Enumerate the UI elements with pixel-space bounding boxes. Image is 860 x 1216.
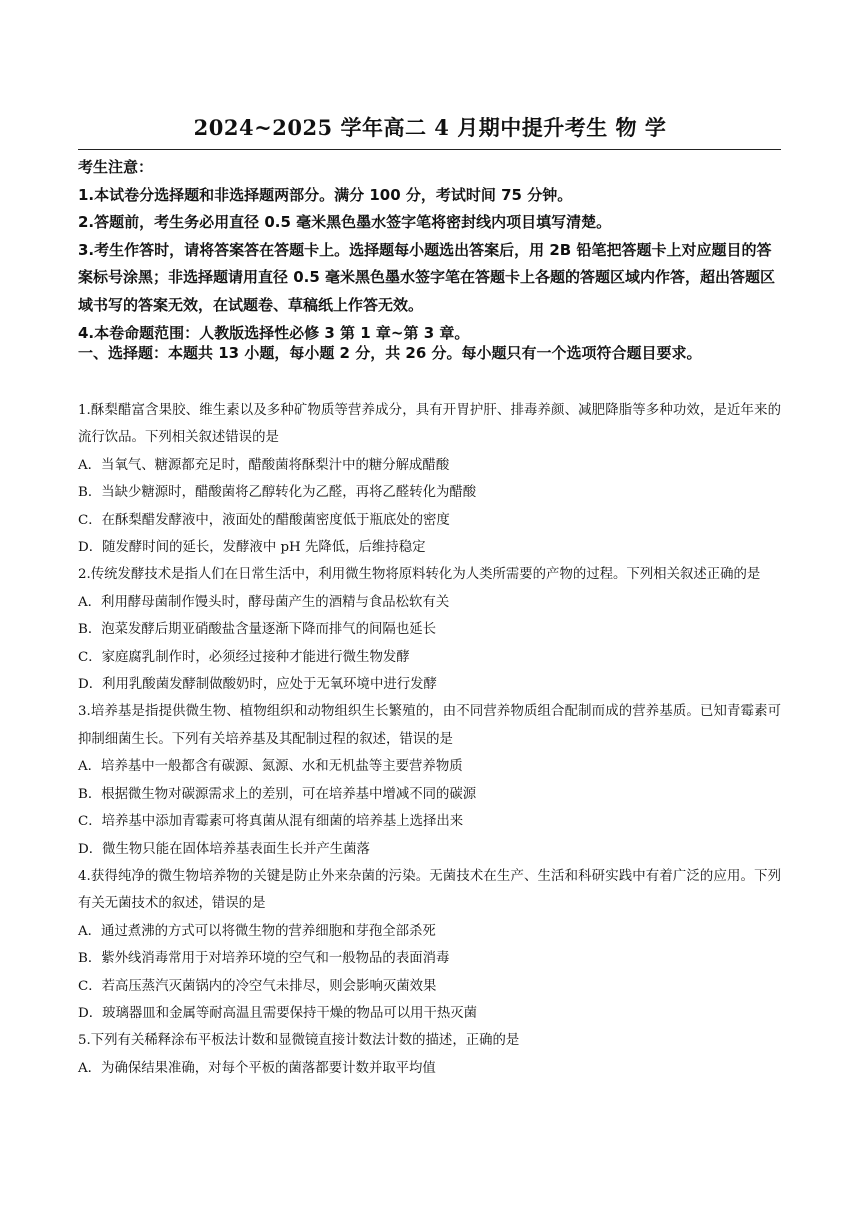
notice-item-1: 1.本试卷分选择题和非选择题两部分。满分 100 分，考试时间 75 分钟。 (78, 185, 573, 204)
question-2-option-c: C．家庭腐乳制作时，必须经过接种才能进行微生物发酵 (78, 649, 410, 665)
question-4-option-a: A．通过煮沸的方式可以将微生物的营养细胞和芽孢全部杀死 (78, 923, 436, 939)
question-3-option-c: C．培养基中添加青霉素可将真菌从混有细菌的培养基上选择出来 (78, 814, 464, 830)
question-4-option-c: C．若高压蒸汽灭菌锅内的冷空气未排尽，则会影响灭菌效果 (78, 978, 437, 994)
question-4-stem: 4.获得纯净的微生物培养物的关键是防止外来杂菌的污染。无菌技术在生产、生活和科研实践中有着广泛的应用。下列有关无菌技术的叙述，错误的是 (78, 868, 781, 912)
question-2-stem: 2.传统发酵技术是指人们在日常生活中，利用微生物将原料转化为人类所需要的产物的过程。下列相关叙述正确的是 (78, 567, 761, 583)
question-2-option-d: D．利用乳酸菌发酵制做酸奶时，应处于无氧环境中进行发酵 (78, 677, 437, 693)
question-4-option-d: D．玻璃器皿和金属等耐高温且需要保持干燥的物品可以用干热灭菌 (78, 1005, 478, 1021)
question-4-option-b: B．紫外线消毒常用于对培养环境的空气和一般物品的表面消毒 (78, 951, 450, 967)
question-2-option-a: A．利用酵母菌制作馒头时，酵母菌产生的酒精与食品松软有关 (78, 594, 450, 610)
page-title: 2024~2025 学年高二 4 月期中提升考生 物 学 (193, 115, 667, 140)
question-5-option-a: A．为确保结果准确，对每个平板的菌落都要计数并取平均值 (78, 1060, 436, 1076)
title-divider (78, 149, 781, 150)
question-5-stem: 5.下列有关稀释涂布平板法计数和显微镜直接计数法计数的描述，正确的是 (78, 1033, 520, 1049)
question-3-option-d: D．微生物只能在固体培养基表面生长并产生菌落 (78, 841, 370, 857)
question-1-option-d: D．随发酵时间的延长，发酵液中 pH 先降低，后维持稳定 (78, 540, 426, 556)
notice-item-3: 3.考生作答时，请将答案答在答题卡上。选择题每小题选出答案后，用 2B 铅笔把答题卡上对应题目的答案标号涂黑；非选择题请用直径 0.5 毫米黑色墨水签字笔在答题卡上各题的答题区域内作答，超出答题区域书写的答案无效，在试题卷、草稿纸上作答无效。 (78, 240, 776, 314)
question-list (78, 397, 781, 1082)
section-heading: 一、选择题：本题共 13 小题，每小题 2 分，共 26 分。每小题只有一个选项符合题目要求。 (78, 344, 702, 362)
notice-item-4: 4.本卷命题范围：人教版选择性必修 3 第 1 章~第 3 章。 (78, 323, 470, 342)
question-3-stem: 3.培养基是指提供微生物、植物组织和动物组织生长繁殖的，由不同营养物质组合配制而成的营养基质。已知青霉素可抑制细菌生长。下列有关培养基及其配制过程的叙述，错误的是 (78, 704, 781, 747)
question-1-option-a: A．当氧气、糖源都充足时，醋酸菌将酥梨汁中的糖分解成醋酸 (78, 457, 450, 473)
question-3-option-a: A．培养基中一般都含有碳源、氮源、水和无机盐等主要营养物质 (78, 759, 463, 775)
question-1-option-b: B．当缺少糖源时，醋酸菌将乙醇转化为乙醛，再将乙醛转化为醋酸 (78, 485, 477, 501)
question-1-stem: 1.酥梨醋富含果胶、维生素以及多种矿物质等营养成分，具有开胃护肝、排毒养颜、减肥降脂等多种功效，是近年来的流行饮品。下列相关叙述错误的是 (78, 403, 781, 446)
candidate-notice (78, 154, 781, 347)
notice-item-2: 2.答题前，考生务必用直径 0.5 毫米黑色墨水签字笔将密封线内项目填写清楚。 (78, 213, 612, 232)
question-3-option-b: B．根据微生物对碳源需求上的差别，可在培养基中增减不同的碳源 (78, 786, 477, 802)
notice-heading: 考生注意： (78, 158, 154, 176)
question-2-option-b: B．泡菜发酵后期亚硝酸盐含量逐渐下降而排气的间隔也延长 (78, 622, 436, 638)
question-1-option-c: C．在酥梨醋发酵液中，液面处的醋酸菌密度低于瓶底处的密度 (78, 512, 450, 528)
